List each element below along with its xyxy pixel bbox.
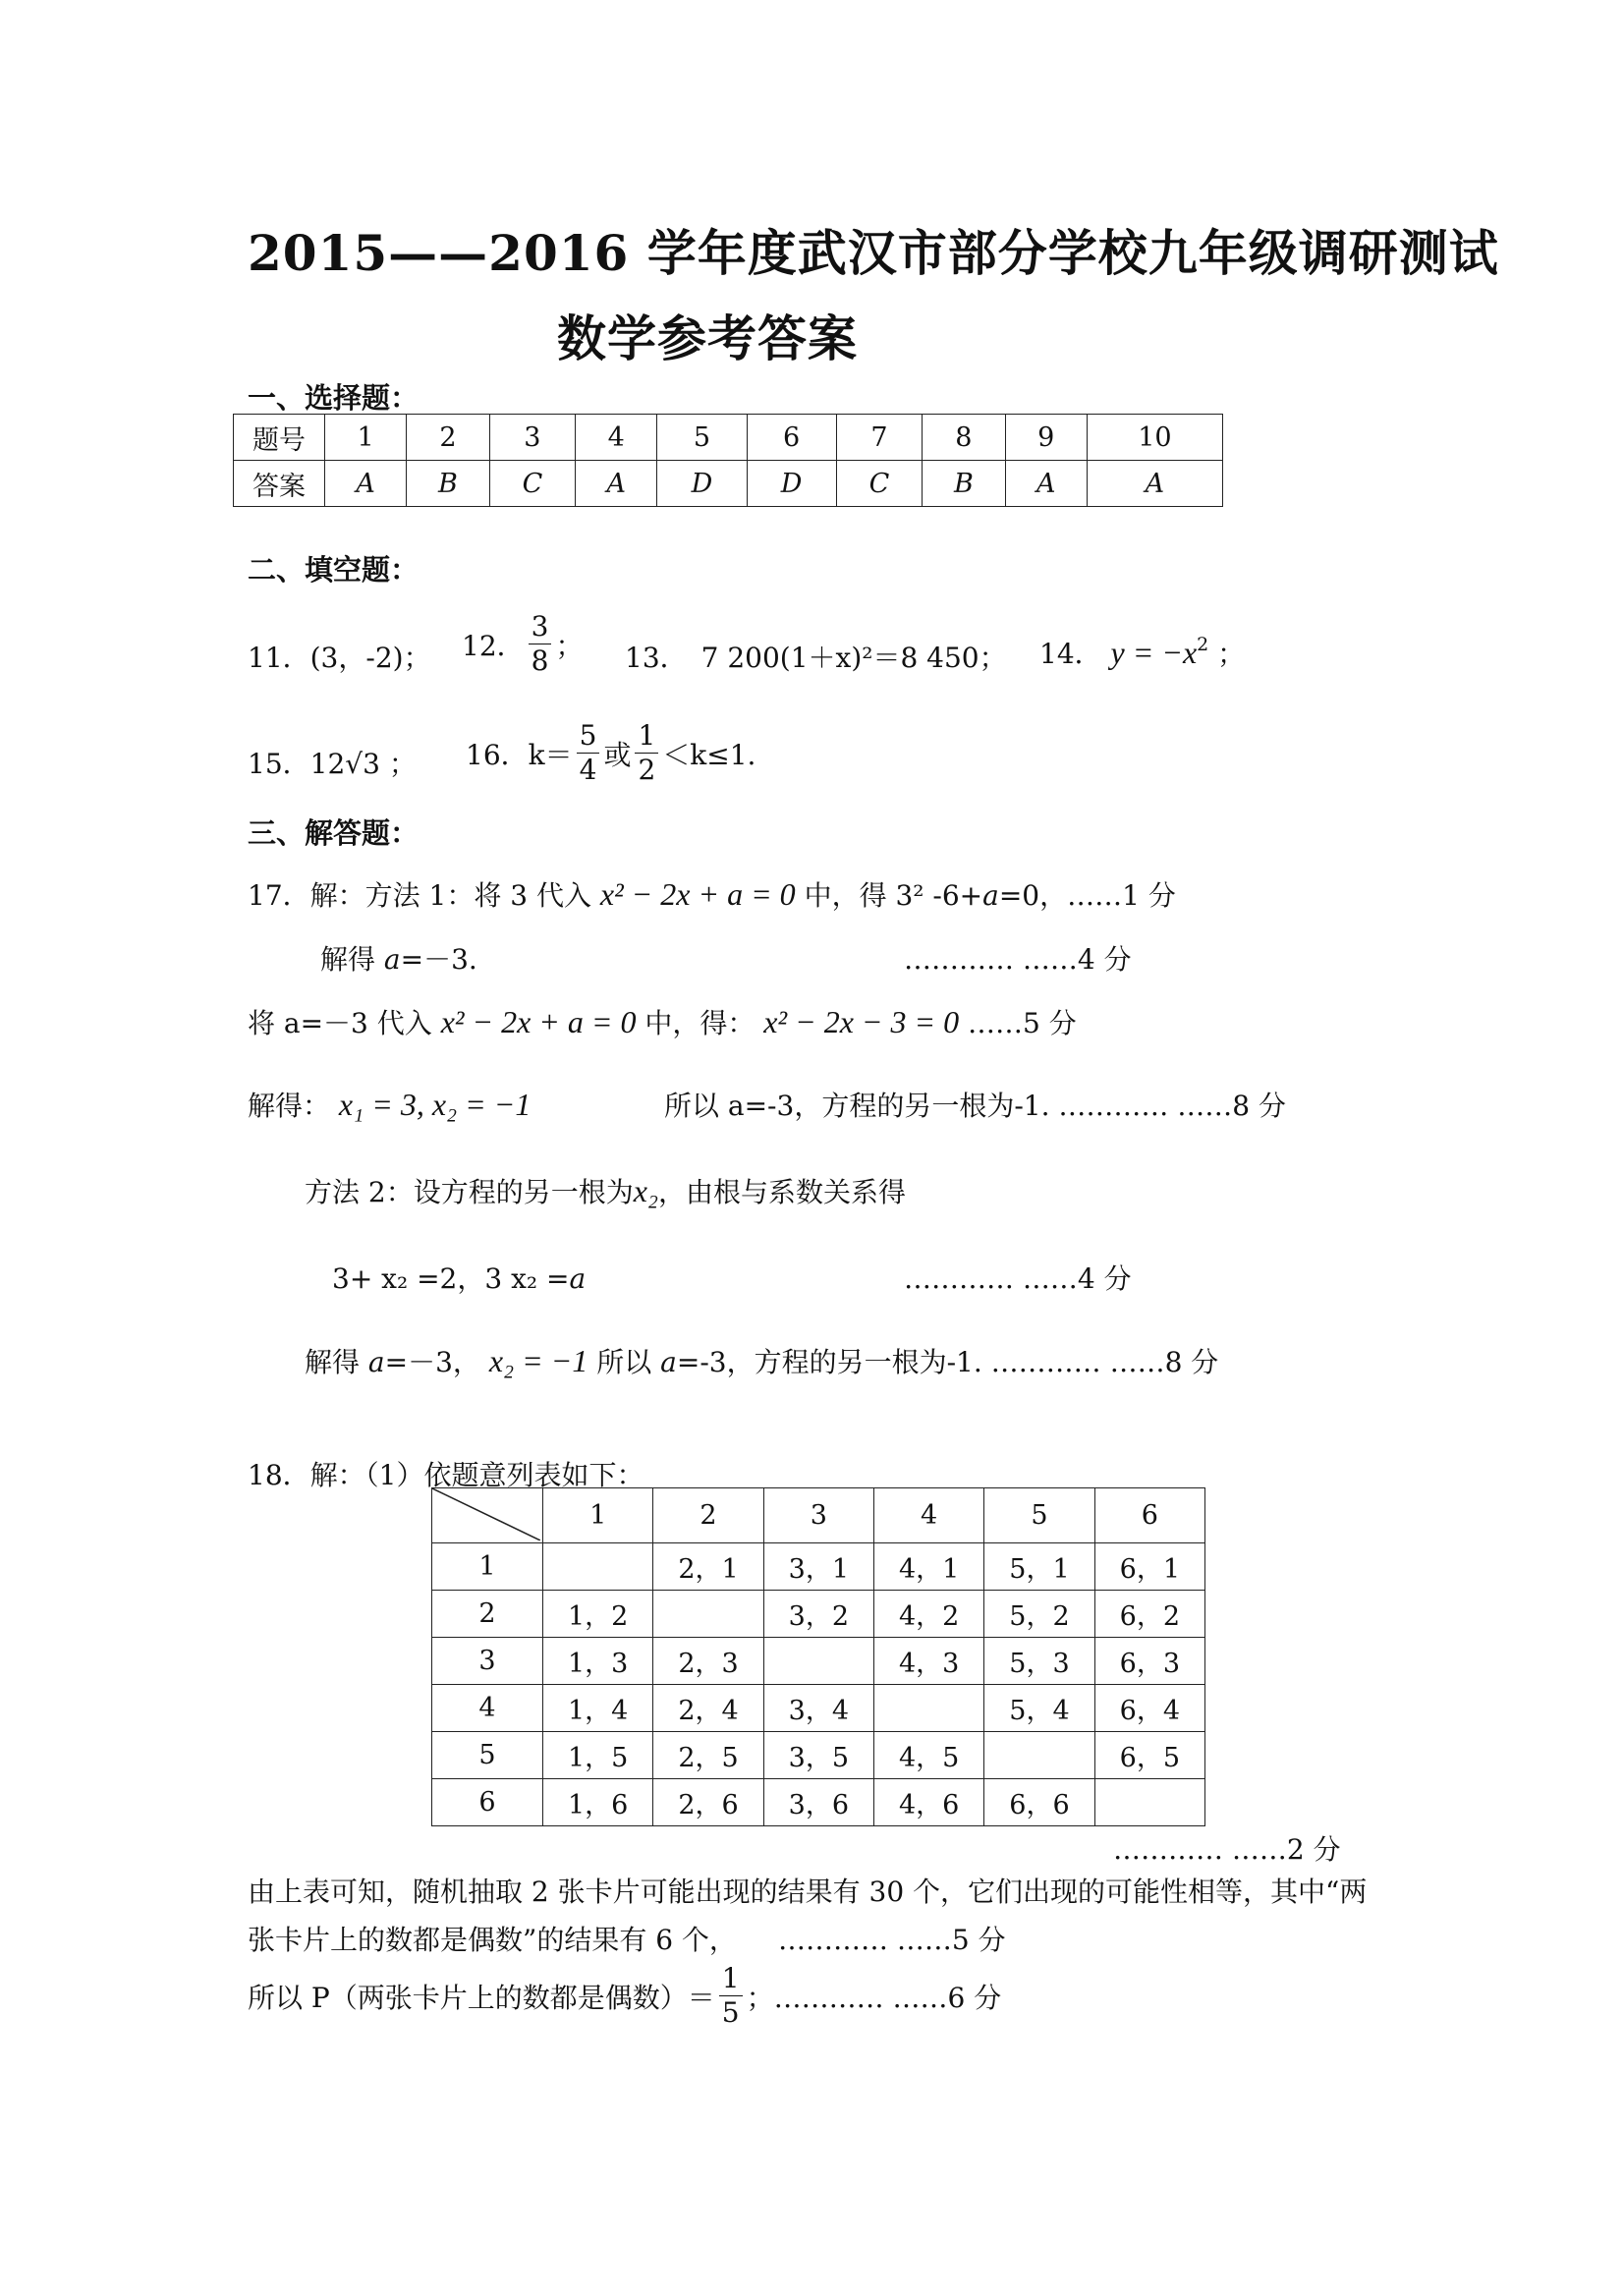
- section1-heading: 一、选择题：: [248, 381, 420, 415]
- fraction-numerator: 3: [529, 613, 552, 644]
- table-cell: 3: [489, 415, 576, 461]
- table-corner-cell: [432, 1488, 543, 1543]
- fraction-denominator: 5: [721, 1996, 740, 2029]
- q14-answer: [1039, 633, 1245, 672]
- q16-end: ＜k≤1.: [662, 738, 756, 771]
- table-cell: A: [325, 461, 407, 507]
- table-cell: 8: [923, 415, 1005, 461]
- fraction-denominator: 4: [579, 754, 597, 786]
- table-cell: 1，3: [543, 1638, 653, 1685]
- text: =－3，: [384, 1346, 480, 1378]
- table-cell: [984, 1732, 1094, 1779]
- table-row: [432, 1543, 1205, 1591]
- results-table-wrapper: [431, 1487, 1205, 1826]
- q17-line7: [305, 1341, 1218, 1380]
- table-cell: 1，5: [543, 1732, 653, 1779]
- text: 方法 2：设方程的另一根为: [305, 1176, 634, 1208]
- table-cell: A: [576, 461, 657, 507]
- diagonal-line: [432, 1488, 540, 1540]
- table-cell: 5，1: [984, 1543, 1094, 1591]
- table-cell: 6，5: [1094, 1732, 1204, 1779]
- table-header-cell: 3: [763, 1488, 873, 1543]
- table-cell: 4: [576, 415, 657, 461]
- table-cell: 2，6: [653, 1779, 763, 1826]
- table-cell: 1，4: [543, 1685, 653, 1732]
- table-cell: 7: [836, 415, 923, 461]
- text: 中，得：: [644, 1007, 756, 1039]
- q14-label: 14．: [1039, 638, 1102, 670]
- table-row: [432, 1591, 1205, 1638]
- text: 将 a=－3 代入: [248, 1007, 432, 1039]
- table-cell: 2，1: [653, 1543, 763, 1591]
- q17-line4-conclusion: 所以 a=-3，方程的另一根为-1. ………… ……8 分: [664, 1090, 1287, 1122]
- q18-line2: 由上表可知，随机抽取 2 张卡片可能出现的结果有 30 个，它们出现的可能性相等，其中“两: [248, 1876, 1368, 1908]
- table-cell: 4，3: [873, 1638, 983, 1685]
- table-cell: 6，6: [984, 1779, 1094, 1826]
- table-cell: 5，3: [984, 1638, 1094, 1685]
- table-cell: [543, 1543, 653, 1591]
- text: 3+ x₂ =2，3 x₂ =: [332, 1262, 570, 1295]
- table-cell: 6: [747, 415, 836, 461]
- table-row-label: 3: [432, 1638, 543, 1685]
- table-row-label: 1: [432, 1543, 543, 1591]
- text: ，由根与系数关系得: [658, 1176, 907, 1208]
- table-cell: 3，1: [763, 1543, 873, 1591]
- table-cell: 3，5: [763, 1732, 873, 1779]
- text: 所以: [596, 1346, 652, 1378]
- table-cell: 5: [657, 415, 747, 461]
- table-cell: 1，6: [543, 1779, 653, 1826]
- q16-fraction-2: [635, 719, 658, 786]
- q17-line2: [320, 938, 477, 978]
- q18-line1: 18．解：（1）依题意列表如下：: [248, 1459, 644, 1491]
- table-row-label: 2: [432, 1591, 543, 1638]
- equation: x₁ = 3, x₂ = −1: [338, 1087, 532, 1122]
- q17-line6: [332, 1258, 586, 1297]
- text: =0，……1 分: [998, 879, 1176, 912]
- q15-answer: 15．12√3 ；: [248, 748, 417, 780]
- answer-table: [233, 414, 1223, 507]
- q18-line3-score: ………… ……5 分: [778, 1924, 1006, 1956]
- page-subtitle: 数学参考答案: [557, 309, 858, 367]
- fraction-numerator: 1: [719, 1965, 743, 1996]
- table-cell: [653, 1591, 763, 1638]
- variable: a: [367, 1346, 385, 1378]
- variable: a: [660, 1346, 677, 1378]
- q11-answer: 11．(3，-2)；: [248, 642, 431, 674]
- table-cell: 9: [1005, 415, 1087, 461]
- table-cell: 1，2: [543, 1591, 653, 1638]
- table-cell: 5，2: [984, 1591, 1094, 1638]
- table-header-row: [432, 1488, 1205, 1543]
- text: ；………… ……6 分: [746, 1981, 1002, 2014]
- q17-line2-score: ………… ……4 分: [904, 943, 1132, 976]
- table-row: [432, 1685, 1205, 1732]
- table-cell: 6，4: [1094, 1685, 1204, 1732]
- q12-end: ；: [555, 629, 584, 662]
- table-cell: 4，2: [873, 1591, 983, 1638]
- text: 解得: [305, 1346, 361, 1378]
- table-header-cell: 5: [984, 1488, 1094, 1543]
- table-cell: 6，3: [1094, 1638, 1204, 1685]
- table-cell: 6，1: [1094, 1543, 1204, 1591]
- table-cell: 10: [1087, 415, 1222, 461]
- table-row-label: 4: [432, 1685, 543, 1732]
- q14-exponent: 2: [1197, 634, 1209, 655]
- table-cell: B: [407, 461, 489, 507]
- q17-line1: [248, 874, 1176, 914]
- table-cell: 4，1: [873, 1543, 983, 1591]
- table-cell: [763, 1638, 873, 1685]
- text: 解得：: [248, 1090, 331, 1122]
- table-cell: C: [836, 461, 923, 507]
- q17-line4: [248, 1085, 531, 1124]
- table-header-cell: 4: [873, 1488, 983, 1543]
- q18-score-2: ………… ……2 分: [1113, 1833, 1341, 1866]
- table-cell: 4，5: [873, 1732, 983, 1779]
- section2-heading: 二、填空题：: [248, 553, 420, 587]
- fraction-denominator: 8: [531, 644, 549, 677]
- q17-line6-score: ………… ……4 分: [904, 1262, 1132, 1295]
- q14-end: ；: [1217, 638, 1246, 670]
- table-row-label: 答案: [234, 461, 325, 507]
- table-row-label: 题号: [234, 415, 325, 461]
- table-cell: D: [657, 461, 747, 507]
- table-header-cell: 6: [1094, 1488, 1204, 1543]
- fraction-denominator: 2: [638, 754, 656, 786]
- table-cell: 5，4: [984, 1685, 1094, 1732]
- q12-fraction: [529, 610, 552, 677]
- text: 所以 P（两张卡片上的数都是偶数）＝: [248, 1981, 715, 2014]
- q12-label: 12．: [462, 629, 525, 662]
- table-cell: A: [1005, 461, 1087, 507]
- results-table: [431, 1487, 1205, 1826]
- table-cell: 2，4: [653, 1685, 763, 1732]
- q13-answer: 13． 7 200(1＋x)²＝8 450；: [625, 642, 1007, 674]
- equation: x² − 2x + a = 0: [440, 1004, 637, 1039]
- table-cell: 2，3: [653, 1638, 763, 1685]
- table-cell: A: [1087, 461, 1222, 507]
- table-cell: 3，6: [763, 1779, 873, 1826]
- table-row-label: 5: [432, 1732, 543, 1779]
- q18-line3: 张卡片上的数都是偶数”的结果有 6 个，: [248, 1924, 737, 1956]
- variable: a: [569, 1262, 587, 1295]
- table-row: [432, 1779, 1205, 1826]
- equation: x² − 2x − 3 = 0: [763, 1004, 960, 1039]
- table-row: [432, 1732, 1205, 1779]
- text: ……5 分: [967, 1007, 1077, 1039]
- table-row: [234, 461, 1223, 507]
- q14-expression: y = −x: [1110, 635, 1198, 670]
- text: =－3.: [400, 943, 477, 976]
- table-cell: [873, 1685, 983, 1732]
- text: =-3，方程的另一根为-1. ………… ……8 分: [676, 1346, 1219, 1378]
- q17-line5: [305, 1171, 906, 1210]
- q18-line4: [248, 1962, 1002, 2029]
- q16-mid: 或: [603, 738, 632, 771]
- table-cell: 6，2: [1094, 1591, 1204, 1638]
- text: 解得: [320, 943, 376, 976]
- fraction-numerator: 1: [635, 722, 658, 754]
- variable: a: [982, 879, 999, 912]
- table-cell: [1094, 1779, 1204, 1826]
- text: 中，得 3² -6+: [804, 879, 983, 912]
- text: 17．解：方法 1：将 3 代入: [248, 879, 591, 912]
- q16-answer: [466, 719, 756, 786]
- table-header-cell: 1: [543, 1488, 653, 1543]
- table-cell: 2: [407, 415, 489, 461]
- fraction-numerator: 5: [577, 722, 600, 754]
- section3-heading: 三、解答题：: [248, 816, 420, 850]
- variable: a: [383, 943, 401, 976]
- q12-answer: [462, 610, 584, 677]
- table-cell: C: [489, 461, 576, 507]
- table-cell: B: [923, 461, 1005, 507]
- table-header-cell: 2: [653, 1488, 763, 1543]
- probability-fraction: [719, 1962, 743, 2029]
- table-cell: 1: [325, 415, 407, 461]
- table-cell: 4，6: [873, 1779, 983, 1826]
- equation: x₂ = −1: [488, 1343, 588, 1378]
- table-row: [234, 415, 1223, 461]
- q17-line3: [248, 1002, 1077, 1041]
- equation: x² − 2x + a = 0: [599, 876, 796, 912]
- table-cell: D: [747, 461, 836, 507]
- table-row: [432, 1638, 1205, 1685]
- table-cell: 3，2: [763, 1591, 873, 1638]
- q16-fraction-1: [577, 719, 600, 786]
- table-cell: 3，4: [763, 1685, 873, 1732]
- table-cell: 2，5: [653, 1732, 763, 1779]
- table-row-label: 6: [432, 1779, 543, 1826]
- q16-label: 16．k＝: [466, 738, 573, 771]
- variable: x₂: [633, 1173, 659, 1208]
- page-title: 2015——2016 学年度武汉市部分学校九年级调研测试: [248, 224, 1499, 282]
